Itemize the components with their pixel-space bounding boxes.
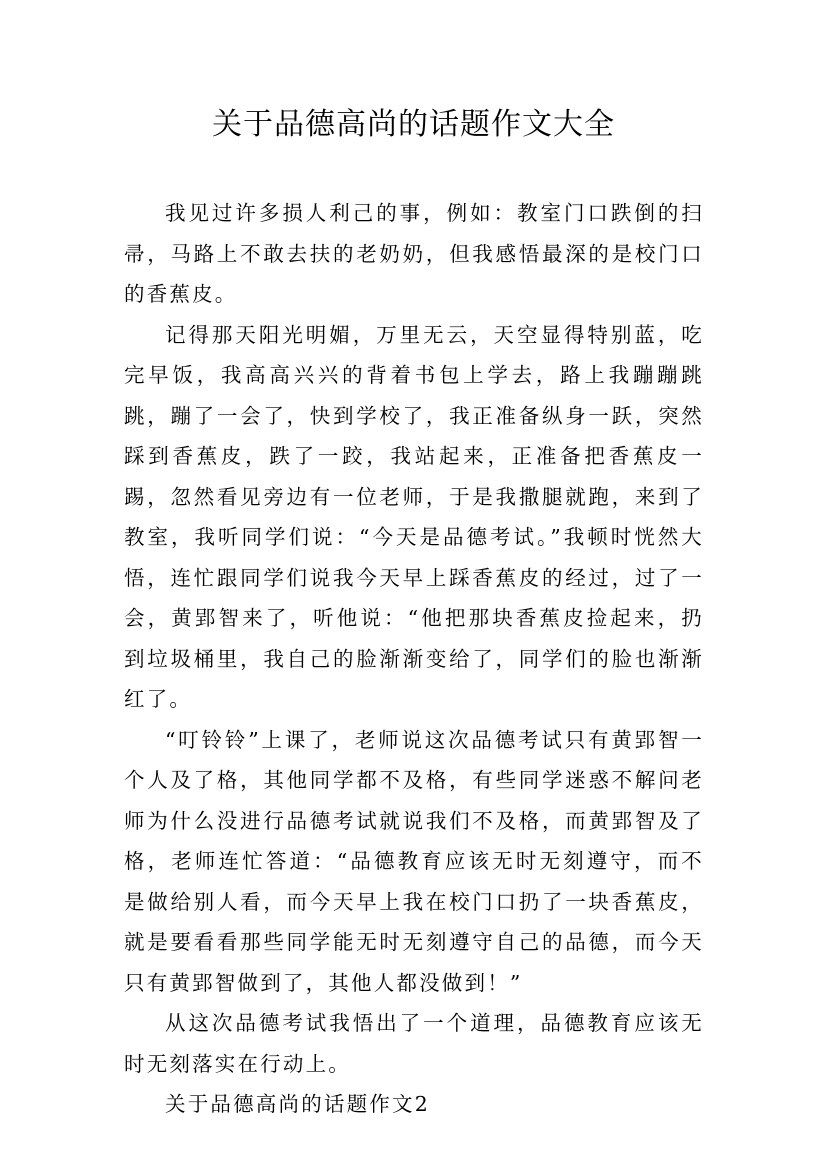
paragraph-4: 从这次品德考试我悟出了一个道理，品德教育应该无时无刻落实在行动上。 <box>124 1011 704 1076</box>
paragraph-3: “叮铃铃”上课了，老师说这次品德考试只有黄郢智一个人及了格，其他同学都不及格，有些同学迷惑不解问老师为什么没进行品德考试就说我们不及格，而黄郢智及了格，老师连忙答道：“品德教育应该无时无刻遵守，而不是做给别人看，而今天早上我在校门口扔了一块香蕉皮，就是要看看那些同学能无时无刻遵守自己的品德，而今天只有黄郢智做到了，其他人都没做到！” <box>124 727 704 995</box>
section-heading-2: 关于品德高尚的话题作文2 <box>165 1092 430 1116</box>
paragraph-1: 我见过许多损人利己的事，例如：教室门口跌倒的扫帚，马路上不敢去扶的老奶奶，但我感悟最深的是校门口的香蕉皮。 <box>124 201 704 306</box>
document-title: 关于品德高尚的话题作文大全 <box>212 107 615 142</box>
document-body <box>124 193 704 1125</box>
paragraph-2: 记得那天阳光明媚，万里无云，天空显得特别蓝，吃完早饭，我高高兴兴的背着书包上学去，路上我蹦蹦跳跳，蹦了一会了，快到学校了，我正准备纵身一跃，突然踩到香蕉皮，跌了一跤，我站起来，正准备把香蕉皮一踢，忽然看见旁边有一位老师，于是我撒腿就跑，来到了教室，我听同学们说：“今天是品德考试。”我顿时恍然大悟，连忙跟同学们说我今天早上踩香蕉皮的经过，过了一会，黄郢智来了，听他说：“他把那块香蕉皮捡起来，扔到垃圾桶里，我自己的脸渐渐变给了，同学们的脸也渐渐红了。 <box>124 322 704 711</box>
